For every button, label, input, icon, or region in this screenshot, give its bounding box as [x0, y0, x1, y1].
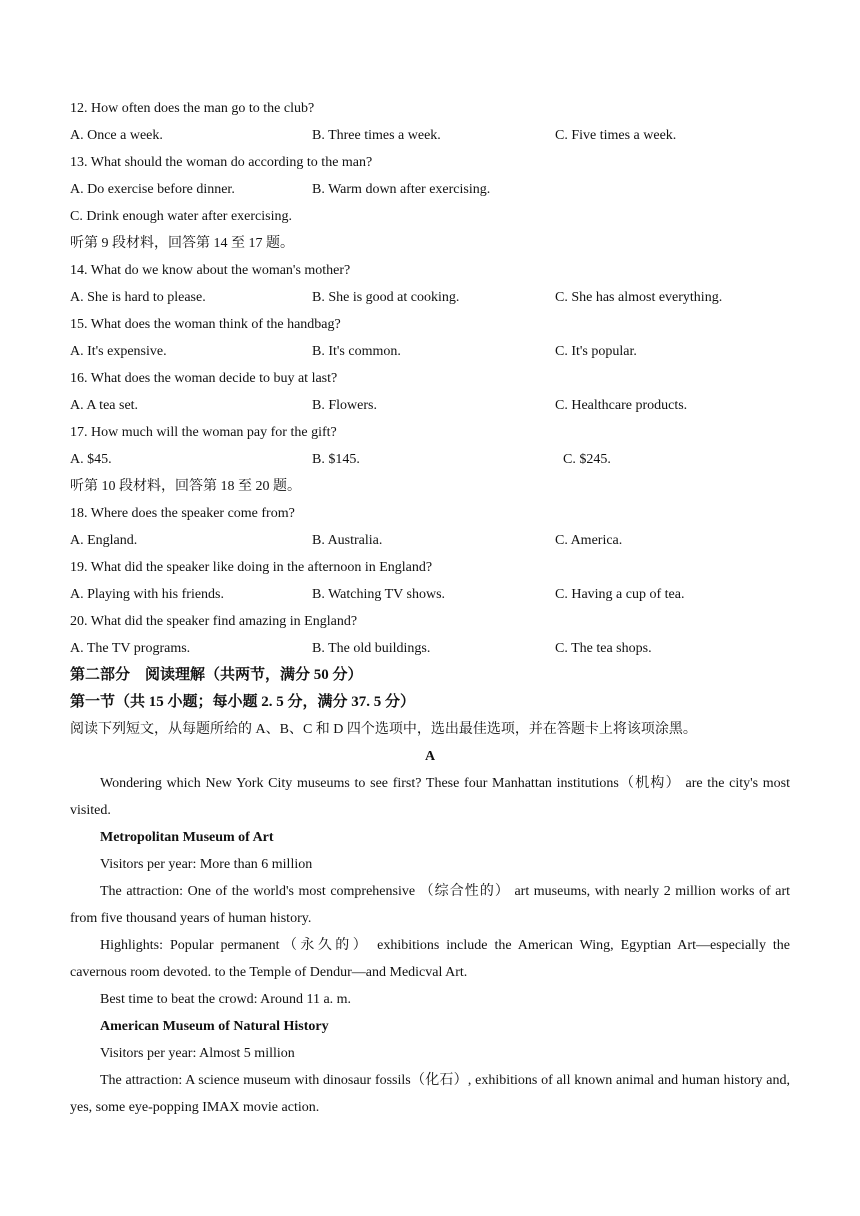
exam-page [70, 95, 790, 1121]
question-17-stem: 17. How much will the woman pay for the gift? [70, 425, 337, 440]
reading-instructions: 阅读下列短文，从每题所给的 A、B、C 和 D 四个选项中，选出最佳选项，并在答题卡上将该项涂黑。 [70, 722, 697, 737]
amnh-attraction: The attraction: A science museum with dinosaur fossils（化石）, exhibitions of all known animal and human history and, yes, some eye-popping IMAX movie action. [70, 1073, 790, 1115]
met-attraction: The attraction: One of the world's most comprehensive （综合性的） art museums, with nearly 2 million works of art from five thousand years of human history. [70, 884, 790, 926]
option-c: C. Five times a week. [555, 128, 677, 143]
option-c: C. It's popular. [555, 344, 637, 359]
option-a: A. Playing with his friends. [70, 587, 224, 602]
question-14-options [70, 284, 790, 311]
section-9-instruction: 听第 9 段材料，回答第 14 至 17 题。 [70, 236, 294, 251]
question-19-stem: 19. What did the speaker like doing in the afternoon in England? [70, 560, 433, 575]
question-15-options [70, 338, 790, 365]
section-10-instruction: 听第 10 段材料，回答第 18 至 20 题。 [70, 479, 301, 494]
question-18-options [70, 527, 790, 554]
question-12-stem: 12. How often does the man go to the club? [70, 101, 315, 116]
question-20-options [70, 635, 790, 662]
option-b: B. Warm down after exercising. [312, 182, 491, 197]
question-14-stem: 14. What do we know about the woman's mother? [70, 263, 351, 278]
question-13-options [70, 176, 790, 203]
question-17-options [70, 446, 790, 473]
option-b: B. Watching TV shows. [312, 587, 446, 602]
option-b: B. It's common. [312, 344, 401, 359]
option-a: A. A tea set. [70, 398, 139, 413]
option-a: A. It's expensive. [70, 344, 167, 359]
met-museum-heading: Metropolitan Museum of Art [100, 830, 274, 845]
met-best-time: Best time to beat the crowd: Around 11 a. m. [100, 992, 352, 1007]
question-15-stem: 15. What does the woman think of the handbag? [70, 317, 341, 332]
question-20-stem: 20. What did the speaker find amazing in England? [70, 614, 358, 629]
option-b: B. She is good at cooking. [312, 290, 460, 305]
option-a: A. $45. [70, 452, 112, 467]
option-c: C. She has almost everything. [555, 290, 723, 305]
question-13-stem: 13. What should the woman do according to the man? [70, 155, 373, 170]
question-16-options [70, 392, 790, 419]
amnh-heading: American Museum of Natural History [100, 1019, 329, 1034]
option-c: C. $245. [563, 452, 611, 467]
option-b: B. Flowers. [312, 398, 377, 413]
met-visitors: Visitors per year: More than 6 million [100, 857, 313, 872]
option-a: A. England. [70, 533, 138, 548]
option-b: B. Australia. [312, 533, 383, 548]
passage-intro: Wondering which New York City museums to see first? These four Manhattan institutions（机构） are the city's most visited. [70, 776, 790, 818]
question-16-stem: 16. What does the woman decide to buy at last? [70, 371, 338, 386]
passage-label: A [424, 749, 436, 764]
met-highlights: Highlights: Popular permanent（永久的） exhibitions include the American Wing, Egyptian Art—especially the cavernous room devoted. to the Temple of Dendur—and Medicval Art. [70, 938, 790, 980]
option-b: B. Three times a week. [312, 128, 441, 143]
part-2-title: 第二部分 阅读理解（共两节，满分 50 分） [70, 667, 363, 683]
question-19-options [70, 581, 790, 608]
option-c: C. Healthcare products. [555, 398, 688, 413]
option-a: A. Once a week. [70, 128, 163, 143]
option-c: C. America. [555, 533, 623, 548]
option-c: C. Drink enough water after exercising. [70, 209, 292, 224]
question-18-stem: 18. Where does the speaker come from? [70, 506, 295, 521]
question-12-options [70, 122, 790, 149]
section-1-title: 第一节（共 15 小题；每小题 2. 5 分，满分 37. 5 分） [70, 694, 416, 710]
option-a: A. She is hard to please. [70, 290, 206, 305]
option-c: C. The tea shops. [555, 641, 652, 656]
option-b: B. $145. [312, 452, 360, 467]
option-a: A. The TV programs. [70, 641, 191, 656]
amnh-visitors: Visitors per year: Almost 5 million [100, 1046, 295, 1061]
option-c: C. Having a cup of tea. [555, 587, 685, 602]
option-a: A. Do exercise before dinner. [70, 182, 235, 197]
option-b: B. The old buildings. [312, 641, 431, 656]
